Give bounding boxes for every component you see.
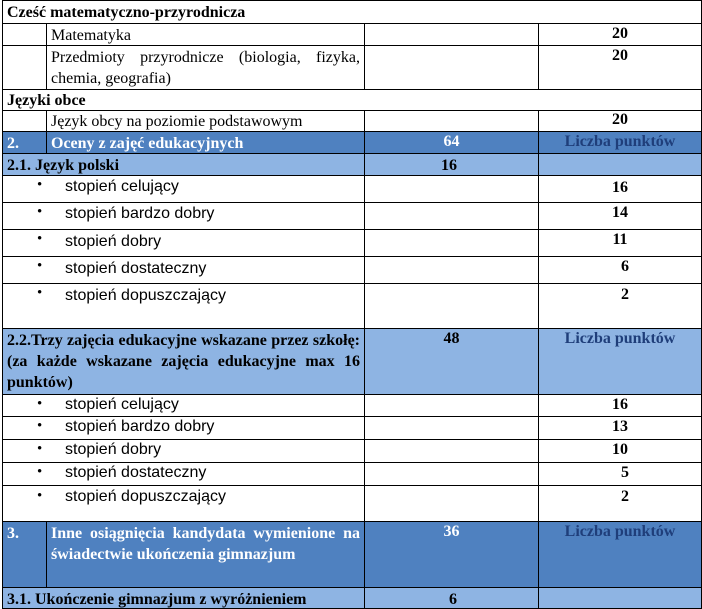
points-value: 11 bbox=[612, 231, 628, 248]
bullet-icon: • bbox=[37, 488, 43, 504]
subsection-total: 16 bbox=[441, 157, 457, 174]
points-value: 2 bbox=[621, 286, 629, 303]
bullet-icon: • bbox=[37, 258, 43, 274]
section-total: 64 bbox=[443, 133, 460, 150]
grade-row bbox=[2, 256, 702, 283]
bullet-icon: • bbox=[37, 231, 43, 247]
points-value: 6 bbox=[621, 258, 629, 275]
points-value: 16 bbox=[612, 179, 628, 196]
points-header: Liczba punktów bbox=[564, 523, 676, 540]
points-value: 2 bbox=[621, 488, 629, 505]
points-header: Liczba punktów bbox=[564, 133, 676, 150]
section-row-2 bbox=[2, 131, 702, 153]
subsection-title: 2.1. Język polski bbox=[7, 157, 120, 174]
section-header-math-science bbox=[2, 0, 702, 23]
grade-row bbox=[2, 202, 702, 229]
subject-label: Przedmioty przyrodnicze (biologia, fizyka, chemia, geografia) bbox=[51, 49, 360, 87]
points-value: 10 bbox=[612, 441, 628, 458]
points-value: 16 bbox=[612, 396, 628, 413]
grade-row bbox=[2, 394, 702, 416]
section-number: 2. bbox=[7, 135, 19, 152]
bullet-icon: • bbox=[37, 464, 43, 480]
bullet-icon: • bbox=[37, 177, 43, 193]
subsection-total: 6 bbox=[449, 591, 457, 608]
subsection-title: 3.1. Ukończenie gimnazjum z wyróżnieniem bbox=[7, 591, 307, 608]
grade-label: stopień bardzo dobry bbox=[65, 418, 215, 435]
subsection-row-3-1 bbox=[2, 587, 702, 609]
bullet-icon: • bbox=[37, 396, 43, 412]
subsection-row-2-1 bbox=[2, 153, 702, 175]
table-row bbox=[2, 110, 702, 131]
section-number: 3. bbox=[7, 525, 19, 542]
section-title: Oceny z zajęć edukacyjnych bbox=[51, 135, 244, 152]
bullet-icon: • bbox=[37, 204, 43, 220]
points-value: 20 bbox=[612, 25, 628, 42]
table-row bbox=[2, 23, 702, 45]
points-value: 14 bbox=[612, 204, 628, 221]
grade-row bbox=[2, 175, 702, 202]
grade-row bbox=[2, 485, 702, 521]
grade-row bbox=[2, 416, 702, 439]
points-header: Liczba punktów bbox=[564, 330, 676, 347]
subject-label: Język obcy na poziomie podstawowym bbox=[51, 113, 303, 130]
grade-label: stopień celujący bbox=[65, 396, 179, 413]
section-total: 36 bbox=[443, 523, 460, 540]
subsection-total: 48 bbox=[443, 330, 460, 347]
section-row-3 bbox=[2, 521, 702, 587]
section-title: Cześć matematyczno-przyrodnicza bbox=[7, 4, 246, 21]
scoring-table bbox=[2, 0, 702, 609]
subject-label: Matematyka bbox=[51, 27, 131, 44]
grade-row bbox=[2, 229, 702, 256]
section-title: Inne osiągnięcia kandydata wymienione na świadectwie ukończenia gimnazjum bbox=[51, 525, 360, 563]
grade-label: stopień dopuszczający bbox=[65, 488, 226, 505]
points-value: 13 bbox=[612, 418, 628, 435]
section-header-languages bbox=[2, 89, 702, 110]
grade-label: stopień dostateczny bbox=[65, 464, 207, 481]
points-value: 20 bbox=[612, 111, 628, 128]
grade-label: stopień dostateczny bbox=[65, 260, 207, 277]
subsection-title: 2.2.Trzy zajęcia edukacyjne wskazane przez szkołę: (za każde wskazane zajęcia edukacyjne max 16 punktów) bbox=[7, 332, 360, 391]
bullet-icon: • bbox=[37, 441, 43, 457]
bullet-icon: • bbox=[37, 418, 43, 434]
points-value: 20 bbox=[612, 47, 628, 64]
grade-row bbox=[2, 283, 702, 328]
table-row bbox=[2, 45, 702, 89]
grade-row bbox=[2, 439, 702, 462]
grade-label: stopień celujący bbox=[65, 178, 179, 195]
points-value: 5 bbox=[621, 464, 629, 481]
subsection-row-2-2 bbox=[2, 328, 702, 394]
grade-row bbox=[2, 462, 702, 485]
grade-label: stopień dobry bbox=[65, 233, 162, 250]
section-title: Języki obce bbox=[7, 92, 86, 109]
grade-label: stopień dobry bbox=[65, 441, 162, 458]
grade-label: stopień dopuszczający bbox=[65, 287, 226, 304]
bullet-icon: • bbox=[37, 285, 43, 301]
grade-label: stopień bardzo dobry bbox=[65, 205, 215, 222]
